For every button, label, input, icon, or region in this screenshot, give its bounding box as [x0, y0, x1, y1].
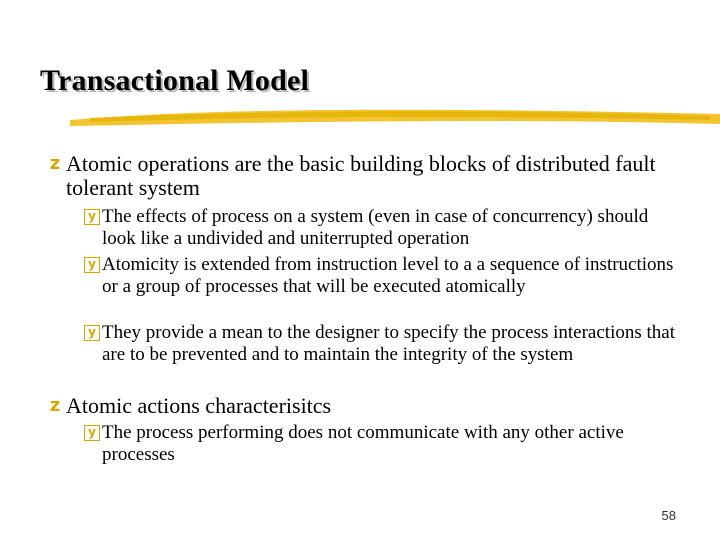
page-number: 58	[661, 508, 676, 523]
bullet-item-6	[84, 422, 682, 466]
bullet-text: Atomicity is extended from instruction level to a a sequence of instructions or a group of processes that will be executed atomically	[102, 254, 674, 297]
bullet-item-5	[44, 394, 666, 418]
bullet-text: The effects of process on a system (even in case of concurrency) should look like a undivided and uniterrupted operation	[102, 206, 649, 249]
bullet-text: They provide a mean to the designer to specify the process interactions that are to be prevented and to maintain the integrity of the system	[102, 322, 675, 365]
y-bullet-icon: y	[84, 325, 100, 341]
y-bullet-icon: y	[84, 209, 100, 225]
y-bullet-icon: y	[84, 425, 100, 441]
y-bullet-icon: y	[84, 257, 100, 273]
slide-title: Transactional Model	[40, 64, 310, 97]
title-underline-brush	[70, 104, 720, 130]
bullet-item-1	[44, 152, 666, 200]
bullet-text: Atomic actions characterisitcs	[66, 393, 332, 418]
bullet-item-2	[84, 206, 682, 250]
bullet-text: Atomic operations are the basic building blocks of distributed fault tolerant system	[66, 151, 656, 200]
bullet-text: The process performing does not communicate with any other active processes	[102, 422, 624, 465]
z-bullet-icon: z	[49, 395, 61, 416]
bullet-item-3	[84, 254, 682, 298]
bullet-item-4	[84, 322, 682, 366]
z-bullet-icon: z	[49, 153, 61, 174]
